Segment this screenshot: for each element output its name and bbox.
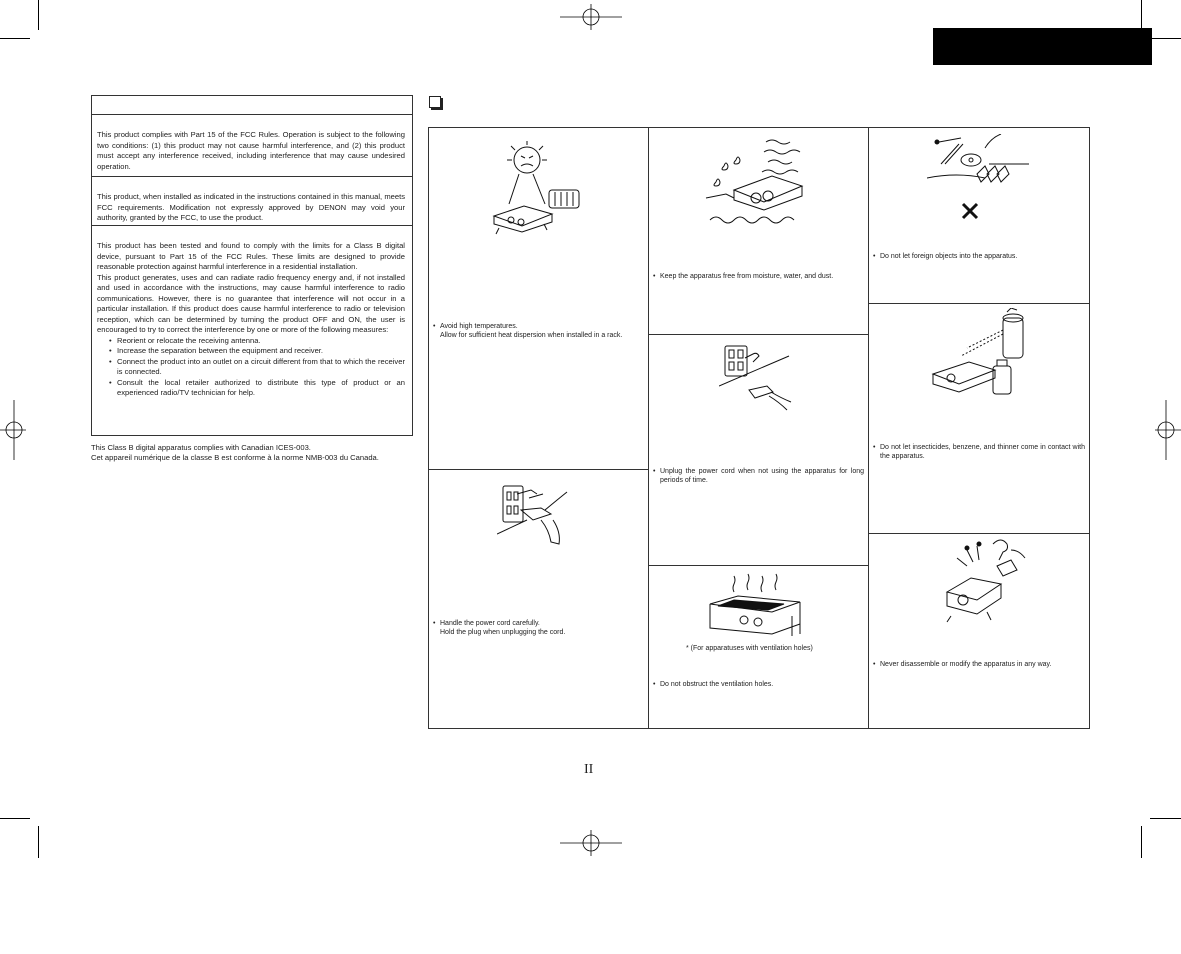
precaution-caption-unplug: • Unplug the power cord when not using the apparatus for long periods of time. [653,468,864,485]
ventilation-illustration [704,572,814,642]
fcc-measure-item: • Consult the local retailer authorized to distribute this type of product or an experienced radio/TV technician for help. [117,378,405,399]
disassemble-tools-illustration [937,536,1032,626]
precaution-caption-disassemble: • Never disassemble or modify the apparatus in any way. [873,661,1052,668]
precautions-checkbox-icon [429,96,441,108]
precautions-grid [428,127,1090,729]
precaution-caption-cord: • Handle the power cord carefully. Hold the plug when unplugging the cord. [433,620,566,637]
column-divider [648,128,649,728]
moisture-dust-illustration [704,136,824,236]
fcc-note-section [92,225,412,436]
insecticide-spray-illustration [927,308,1037,398]
crop-mark-bottom-right-v [1141,826,1142,858]
row-divider [648,565,868,566]
fcc-note-paragraph-2: This product generates, uses and can radiate radio frequency energy and, if not installed and used in accordance with the instructions, may cause harmful interference to radio communications. However, there is no guarantee that interference will not occur in a particular installation. If this product does cause harmful interference to radio or television reception, which can be determined by turning the product OFF and ON, the user is encouraged to try to correct the interference by one or more of the following measures: [97,272,405,334]
registration-mark-top [560,4,622,30]
foreign-objects-illustration [927,134,1037,224]
row-divider [429,469,648,470]
crop-mark-top-left-v [38,0,39,30]
canada-compliance [91,443,413,462]
section-header-bar [933,28,1152,65]
row-divider [868,303,1089,304]
crop-mark-top-left-h [0,38,30,39]
fcc-compliance-text: This product complies with Part 15 of the FCC Rules. Operation is subject to the following two conditions: (1) this product may not cause harmful interference, and (2) this product must accept any interference received, including interference that may cause undesired operation. [97,130,405,171]
sun-heat-illustration [489,138,589,238]
fcc-information-box [91,95,413,436]
fcc-measure-item: • Increase the separation between the equipment and receiver. [117,346,405,357]
ventilation-note: * (For apparatuses with ventilation holes) [686,645,813,652]
fcc-compliance-section [92,114,412,176]
canada-french: Cet appareil numérique de la classe B est conforme à la norme NMB-003 du Canada. [91,452,379,462]
column-divider [868,128,869,728]
crop-mark-top-right-h [1150,38,1181,39]
fcc-measure-item: • Reorient or relocate the receiving antenna. [117,336,405,347]
precaution-caption-heat: • Avoid high temperatures. Allow for sufficient heat dispersion when installed in a rack. [433,323,623,340]
unplug-cord-illustration [719,344,799,414]
row-divider [868,533,1089,534]
row-divider [648,334,868,335]
fcc-box-header [92,96,412,115]
registration-mark-left [0,400,26,460]
fcc-note-paragraph-1: This product has been tested and found to comply with the limits for a Class B digital device, pursuant to Part 15 of the FCC Rules. These limits are designed to provide reasonable protection against harmful interference in a residential installation. [97,241,405,271]
crop-mark-bottom-right-h [1150,818,1181,819]
canada-english: This Class B digital apparatus complies with Canadian ICES-003. [91,443,311,452]
crop-mark-bottom-left-h [0,818,30,819]
precaution-caption-ventilation: • Do not obstruct the ventilation holes. [653,681,774,688]
fcc-caution-section [92,176,412,225]
crop-mark-bottom-left-v [38,826,39,858]
crop-mark-top-right-v [1141,0,1142,30]
fcc-measure-item: • Connect the product into an outlet on a circuit different from that to which the receiver is connected. [117,357,405,378]
precaution-caption-insecticides: • Do not let insecticides, benzene, and thinner come in contact with the apparatus. [873,444,1085,461]
page-number: II [584,762,594,777]
precaution-caption-moisture: • Keep the apparatus free from moisture, water, and dust. [653,273,834,280]
power-plug-hand-illustration [497,480,582,555]
precaution-caption-foreign-objects: • Do not let foreign objects into the apparatus. [873,253,1018,260]
registration-mark-right [1155,400,1181,460]
fcc-caution-text: This product, when installed as indicated in the instructions contained in this manual, meets FCC requirements. Modification not expressly approved by DENON may void your authority, granted by the FCC, to use the product. [97,192,405,222]
fcc-measures-list [97,336,405,399]
registration-mark-bottom [560,830,622,856]
